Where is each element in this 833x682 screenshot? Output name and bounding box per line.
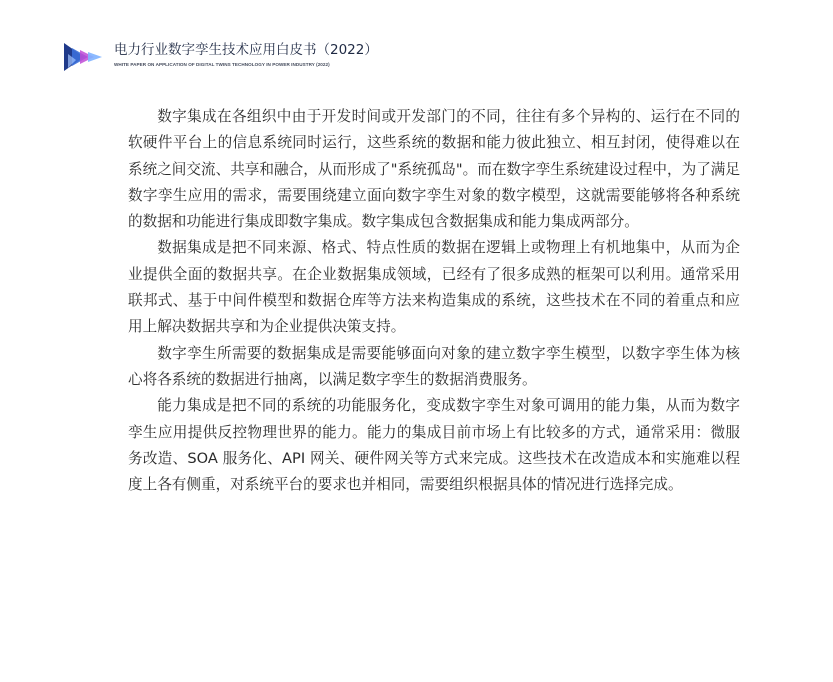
paragraph-capability-integration: 能力集成是把不同的系统的功能服务化，变成数字孪生对象可调用的能力集，从而为数字孪生应用提供反控物理世界的能力。能力的集成目前市场上有比较多的方式，通常采用：微服务改造、SOA 服务化、API 网关、硬件网关等方式来完成。这些技术在改造成本和实施难以程度上各有侧重，对系统平台的要求也并相同，需要组织根据具体的情况进行选择完成。 [128,397,740,494]
paragraph-digital-integration: 数字集成在各组织中由于开发时间或开发部门的不同，往往有多个异构的、运行在不同的软硬件平台上的信息系统同时运行，这些系统的数据和能力彼此独立、相互封闭，使得难以在系统之间交流、共享和融合，从而形成了"系统孤岛"。而在数字孪生系统建设过程中，为了满足数字孪生应用的需求，需要围绕建立面向数字孪生对象的数字模型，这就需要能够将各种系统的数据和功能进行集成即数字集成。数字集成包含数据集成和能力集成两部分。 [128,108,740,231]
document-title-english: WHITE PAPER ON APPLICATION OF DIGITAL TWINS TECHNOLOGY IN POWER INDUSTRY (2022) [114,62,330,67]
triangle-logo-icon [62,40,108,74]
paragraph-digital-twin-data: 数字孪生所需要的数据集成是需要能够面向对象的建立数字孪生模型，以数字孪生体为核心将各系统的数据进行抽离，以满足数字孪生的数据消费服务。 [128,344,740,388]
document-body [128,104,740,498]
document-header [62,38,382,78]
document-title: 电力行业数字孪生技术应用白皮书（2022） [114,42,378,58]
paragraph-data-integration: 数据集成是把不同来源、格式、特点性质的数据在逻辑上或物理上有机地集中，从而为企业提供全面的数据共享。在企业数据集成领域，已经有了很多成熟的框架可以利用。通常采用联邦式、基于中间件模型和数据仓库等方法来构造集成的系统，这些技术在不同的着重点和应用上解决数据共享和为企业提供决策支持。 [128,239,740,336]
